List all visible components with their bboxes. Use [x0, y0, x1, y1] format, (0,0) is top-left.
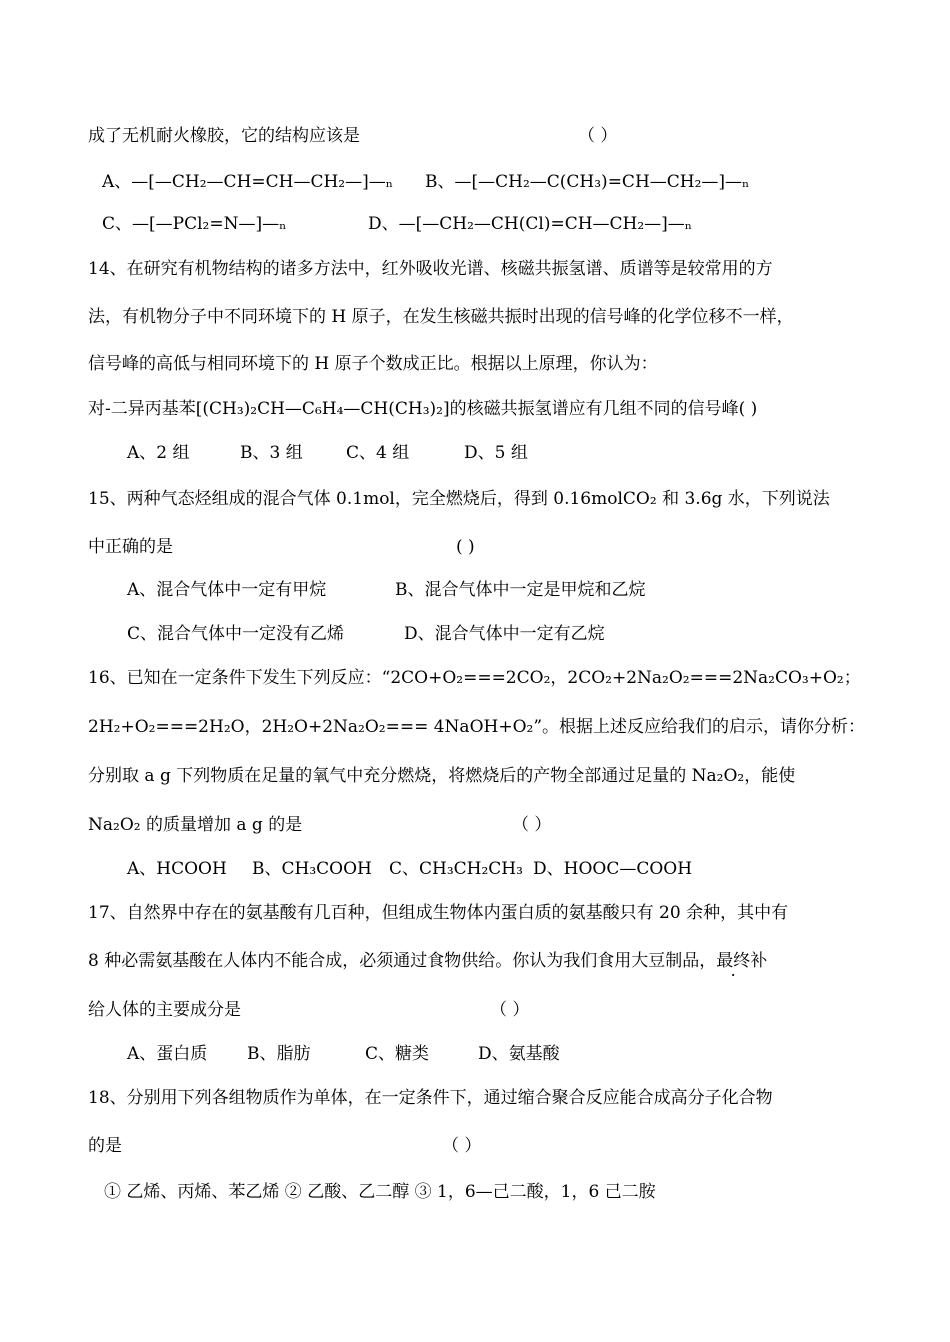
q14-line-1: 14、在研究有机物结构的诸多方法中，红外吸收光谱、核磁共振氢谱、质谱等是较常用的方: [88, 259, 773, 279]
q17-option-d: D、氨基酸: [478, 1044, 560, 1064]
q13-option-a: A、—[—CH₂—CH=CH—CH₂—]—ₙ: [102, 172, 394, 192]
q18-line-2: 的是: [88, 1136, 122, 1156]
q18-answer-paren: （ ）: [442, 1136, 482, 1156]
q16-line-1: 16、已知在一定条件下发生下列反应：“2CO+O₂===2CO₂，2CO₂+2Na₂O₂===2Na₂CO₃+O₂；: [88, 668, 861, 688]
q16-option-a: A、HCOOH: [127, 859, 227, 879]
q13-option-b: B、—[—CH₂—C(CH₃)=CH—CH₂—]—ₙ: [425, 172, 750, 192]
q15-answer-paren: ( ): [456, 537, 475, 557]
q13-option-d: D、—[—CH₂—CH(Cl)=CH—CH₂—]—ₙ: [368, 214, 693, 234]
q17-line-3: 给人体的主要成分是: [88, 1000, 241, 1020]
q17-answer-paren: （ ）: [490, 1000, 530, 1020]
q17-line-2: [88, 949, 767, 973]
q18-line-1: 18、分别用下列各组物质作为单体，在一定条件下，通过缩合聚合反应能合成高分子化合物: [88, 1088, 773, 1108]
q16-line-3: 分别取 a g 下列物质在足量的氧气中充分燃烧，将燃烧后的产物全部通过足量的 Na₂O₂，能使: [88, 766, 796, 786]
q14-line-2: 法，有机物分子中不同环境下的 H 原子，在发生核磁共振时出现的信号峰的化学位移不一样，: [88, 307, 794, 327]
q15-option-d: D、混合气体中一定有乙烷: [404, 624, 605, 644]
q17-option-b: B、脂肪: [247, 1044, 311, 1064]
q17-line-2-tail: 补: [750, 951, 768, 971]
q16-line-2: 2H₂+O₂===2H₂O，2H₂O+2Na₂O₂=== 4NaOH+O₂”。根据上述反应给我们的启示，请你分析：: [88, 717, 866, 737]
q16-option-d: D、HOOC—COOH: [533, 859, 693, 879]
q14-option-d: D、5 组: [464, 443, 528, 463]
q14-line-3: 信号峰的高低与相同环境下的 H 原子个数成正比。根据以上原理，你认为：: [88, 354, 658, 374]
q16-line-4: Na₂O₂ 的质量增加 a g 的是: [88, 815, 303, 835]
q14-option-c: C、4 组: [346, 443, 410, 463]
q17-line-1: 17、自然界中存在的氨基酸有几百种，但组成生物体内蛋白质的氨基酸只有 20 余种，其中有: [88, 903, 789, 923]
q16-option-c: C、CH₃CH₂CH₃: [389, 859, 523, 879]
q17-line-2-text: 8 种必需氨基酸在人体内不能合成，必须通过食物供给。你认为我们食用大豆制品，: [88, 951, 717, 971]
q13-option-c: C、—[—PCl₂=N—]—ₙ: [102, 214, 287, 234]
q15-option-b: B、混合气体中一定是甲烷和乙烷: [395, 580, 646, 600]
q13-answer-paren: （ ）: [578, 126, 618, 146]
q16-option-b: B、CH₃COOH: [252, 859, 372, 879]
q17-option-c: C、糖类: [365, 1044, 430, 1064]
q16-answer-paren: （ ）: [512, 815, 552, 835]
q17-emphasized-text: 最终: [716, 951, 751, 971]
q15-line-1: 15、两种气态烃组成的混合气体 0.1mol，完全燃烧后，得到 0.16molCO₂ 和 3.6g 水，下列说法: [88, 489, 830, 509]
q13-text: 成了无机耐火橡胶，它的结构应该是: [88, 126, 360, 146]
q14-option-b: B、3 组: [240, 443, 303, 463]
q17-option-a: A、蛋白质: [127, 1044, 208, 1064]
q15-line-2: 中正确的是: [88, 537, 173, 557]
q14-option-a: A、2 组: [127, 443, 190, 463]
q14-line-4: 对-二异丙基苯[(CH₃)₂CH—C₆H₄—CH(CH₃)₂]的核磁共振氢谱应有几组不同的信号峰( ): [88, 399, 758, 419]
q18-line-3: ① 乙烯、丙烯、苯乙烯 ② 乙酸、乙二醇 ③ 1，6—己二酸，1，6 己二胺: [104, 1182, 656, 1202]
q15-option-c: C、混合气体中一定没有乙烯: [127, 624, 345, 644]
q15-option-a: A、混合气体中一定有甲烷: [127, 580, 327, 600]
